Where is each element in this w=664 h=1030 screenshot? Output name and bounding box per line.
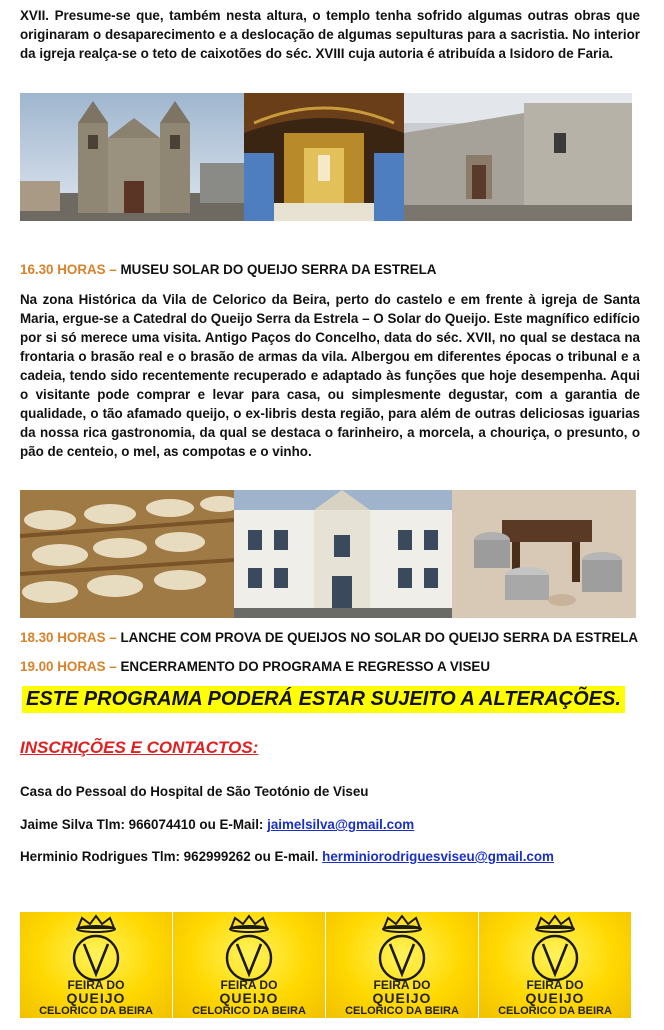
museum-paragraph: Na zona Histórica da Vila de Celorico da Beira, perto do castelo e em frente à igreja de Santa Maria, ergue-se a Catedral do Queijo Serra da Estrela – O Solar do Queijo. Este magnífico edifício por si só merece uma visita. Antigo Paços do Concelho, data do séc. XVII, no qual se destaca na frontaria o brasão real e o brasão de armas da vila. Albergou em diferentes épocas o tribunal e a cadeia, tendo sido recentemente recuperado e adaptado às funções que hoje desempenha. Aqui o visitante pode comprar e levar para casa, ou simplesmente degustar, com a garantia de qualidade, o tão afamado queijo, o ex-libris desta região, para além de outras deliciosas iguarias da nossa rica gastronomia, da qual se destaca o farinheiro, a morcela, a chouriça, o presunto, o pão de centeio, o mel, as compotas e o vinho.	[20, 292, 640, 459]
contact-herminio	[20, 849, 554, 864]
logo-line-1: FEIRA DO	[220, 978, 278, 992]
schedule-item-end	[20, 659, 490, 674]
email-link-jaime[interactable]: jaimelsilva@gmail.com	[267, 817, 415, 832]
contact-jaime-text: Jaime Silva Tlm: 966074410 ou E-Mail:	[20, 817, 264, 832]
solar-building-photo	[234, 490, 452, 618]
schedule-time: 19.00 HORAS –	[20, 659, 117, 674]
email-link-herminio[interactable]: herminiorodriguesviseu@gmail.com	[322, 849, 554, 864]
cheese-tools-photo	[452, 490, 636, 618]
contacts-heading: INSCRIÇÕES E CONTACTOS:	[20, 738, 259, 757]
church-exterior-photo	[20, 93, 244, 221]
feira-do-queijo-logo	[326, 912, 478, 1018]
crown-v-emblem-icon	[479, 912, 631, 982]
feira-do-queijo-logo	[173, 912, 325, 1018]
logo-line-2: QUEIJO	[372, 990, 432, 1006]
crown-v-emblem-icon	[173, 912, 325, 982]
logo-line-3: CELORICO DA BEIRA	[192, 1005, 306, 1017]
program-notice: ESTE PROGRAMA PODERÁ ESTAR SUJEITO A ALTERAÇÕES.	[22, 686, 625, 713]
intro-paragraph: XVII. Presume-se que, também nesta altura, o templo tenha sofrido algumas outras obras que originaram o desaparecimento e a deslocação de algumas sepulturas para a sacristia. No interior da igreja realça-se o teto de caixotões do séc. XVIII cuja autoria é atribuída a Isidoro de Faria.	[20, 8, 640, 61]
logo-line-1: FEIRA DO	[526, 978, 584, 992]
contact-herminio-text: Herminio Rodrigues Tlm: 962999262 ou E-mail.	[20, 849, 319, 864]
logo-line-2: QUEIJO	[66, 990, 126, 1006]
cheese-shelves-photo	[20, 490, 234, 618]
feira-do-queijo-logo	[20, 912, 172, 1018]
museum-heading	[20, 262, 436, 277]
logo-line-2: QUEIJO	[219, 990, 279, 1006]
museum-title: MUSEU SOLAR DO QUEIJO SERRA DA ESTRELA	[120, 262, 437, 277]
logo-line-3: CELORICO DA BEIRA	[345, 1005, 459, 1017]
contact-jaime	[20, 817, 414, 832]
church-interior-photo	[244, 93, 404, 221]
schedule-item-snack	[20, 630, 638, 645]
schedule-text: LANCHE COM PROVA DE QUEIJOS NO SOLAR DO QUEIJO SERRA DA ESTRELA	[120, 630, 639, 645]
crown-v-emblem-icon	[20, 912, 172, 982]
church-side-photo	[404, 93, 632, 221]
logo-line-1: FEIRA DO	[67, 978, 125, 992]
logo-line-1: FEIRA DO	[373, 978, 431, 992]
schedule-time: 18.30 HORAS –	[20, 630, 117, 645]
crown-v-emblem-icon	[326, 912, 478, 982]
contact-organization: Casa do Pessoal do Hospital de São Teotónio de Viseu	[20, 784, 369, 799]
logo-line-3: CELORICO DA BEIRA	[39, 1005, 153, 1017]
logo-line-2: QUEIJO	[525, 990, 585, 1006]
schedule-text: ENCERRAMENTO DO PROGRAMA E REGRESSO A VISEU	[120, 659, 491, 674]
logo-line-3: CELORICO DA BEIRA	[498, 1005, 612, 1017]
feira-do-queijo-logo	[479, 912, 631, 1018]
museum-time: 16.30 HORAS –	[20, 262, 117, 277]
